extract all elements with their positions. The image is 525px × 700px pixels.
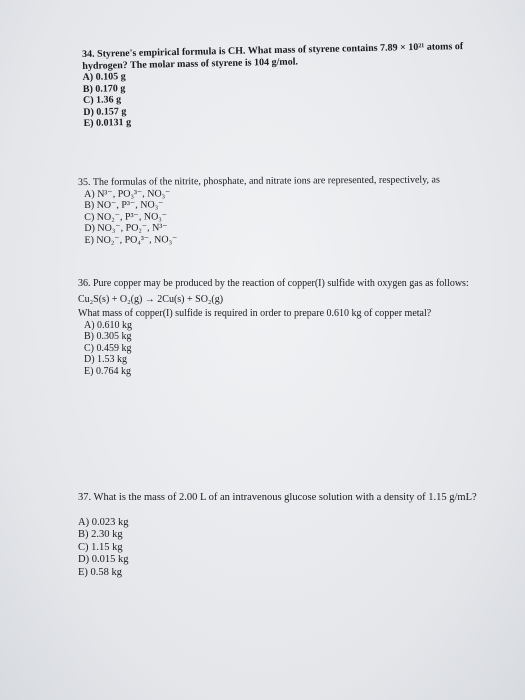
- question-34-option-c: C) 1.36 g: [82, 94, 122, 106]
- bleed-through-text: [235, 380, 495, 470]
- question-36-stem: 36. Pure copper may be produced by the reaction of copper(I) sulfide with oxygen gas as follows:: [78, 278, 469, 289]
- question-36-option-c: C) 0.459 kg: [84, 342, 132, 354]
- question-37-option-a: A) 0.023 kg: [78, 516, 129, 528]
- question-37-option-d: D) 0.015 kg: [78, 554, 129, 565]
- question-36-option-a: A) 0.610 kg: [84, 319, 133, 331]
- question-34-option-a: A) 0.105 g: [82, 71, 126, 83]
- question-37-stem: 37. What is the mass of 2.00 L of an intravenous glucose solution with a density of 1.15 g/mL?: [78, 492, 477, 503]
- question-36: [78, 278, 478, 377]
- question-34-option-b: B) 0.170 g: [82, 82, 126, 95]
- question-35-option-b: B) NO⁻, P³⁻, NO₃⁻: [84, 199, 164, 211]
- question-37-option-b: B) 2.30 kg: [78, 529, 123, 540]
- question-35-option-d: D) NO₃⁻, PO₂⁻, N³⁻: [84, 222, 168, 234]
- question-35-option-c: C) NO₂⁻, P³⁻, NO₃⁻: [84, 210, 168, 223]
- question-35: [78, 174, 488, 246]
- question-37-option-c: C) 1.15 kg: [78, 541, 123, 553]
- question-34-option-d: D) 0.157 g: [83, 105, 127, 118]
- question-34: [82, 40, 494, 129]
- question-35-option-a: A) N³⁻, PO₃³⁻, NO₃⁻: [84, 187, 171, 200]
- question-36-prompt: What mass of copper(I) sulfide is required in order to prepare 0.610 kg of copper metal?: [78, 308, 432, 319]
- question-36-option-b: B) 0.305 kg: [84, 331, 132, 342]
- reaction-equation: Cu₂S(s) + O₂(g) → 2Cu(s) + SO₂(g): [78, 293, 224, 305]
- question-35-stem: 35. The formulas of the nitrite, phosphate, and nitrate ions are represented, respectively, as: [78, 174, 440, 188]
- question-37-option-e: E) 0.58 kg: [78, 566, 123, 578]
- question-35-option-e: E) NO₂⁻, PO₄³⁻, NO₃⁻: [84, 233, 178, 246]
- question-34-option-e: E) 0.0131 g: [83, 116, 132, 129]
- question-34-stem: 34. Styrene's empirical formula is CH. What mass of styrene contains 7.89 × 10²¹ atoms of hydrogen? The molar mass of styrene is 104 g/mol.: [82, 41, 464, 72]
- question-37: [78, 492, 478, 579]
- question-36-option-e: E) 0.764 kg: [84, 365, 131, 377]
- question-36-option-d: D) 1.53 kg: [84, 354, 128, 365]
